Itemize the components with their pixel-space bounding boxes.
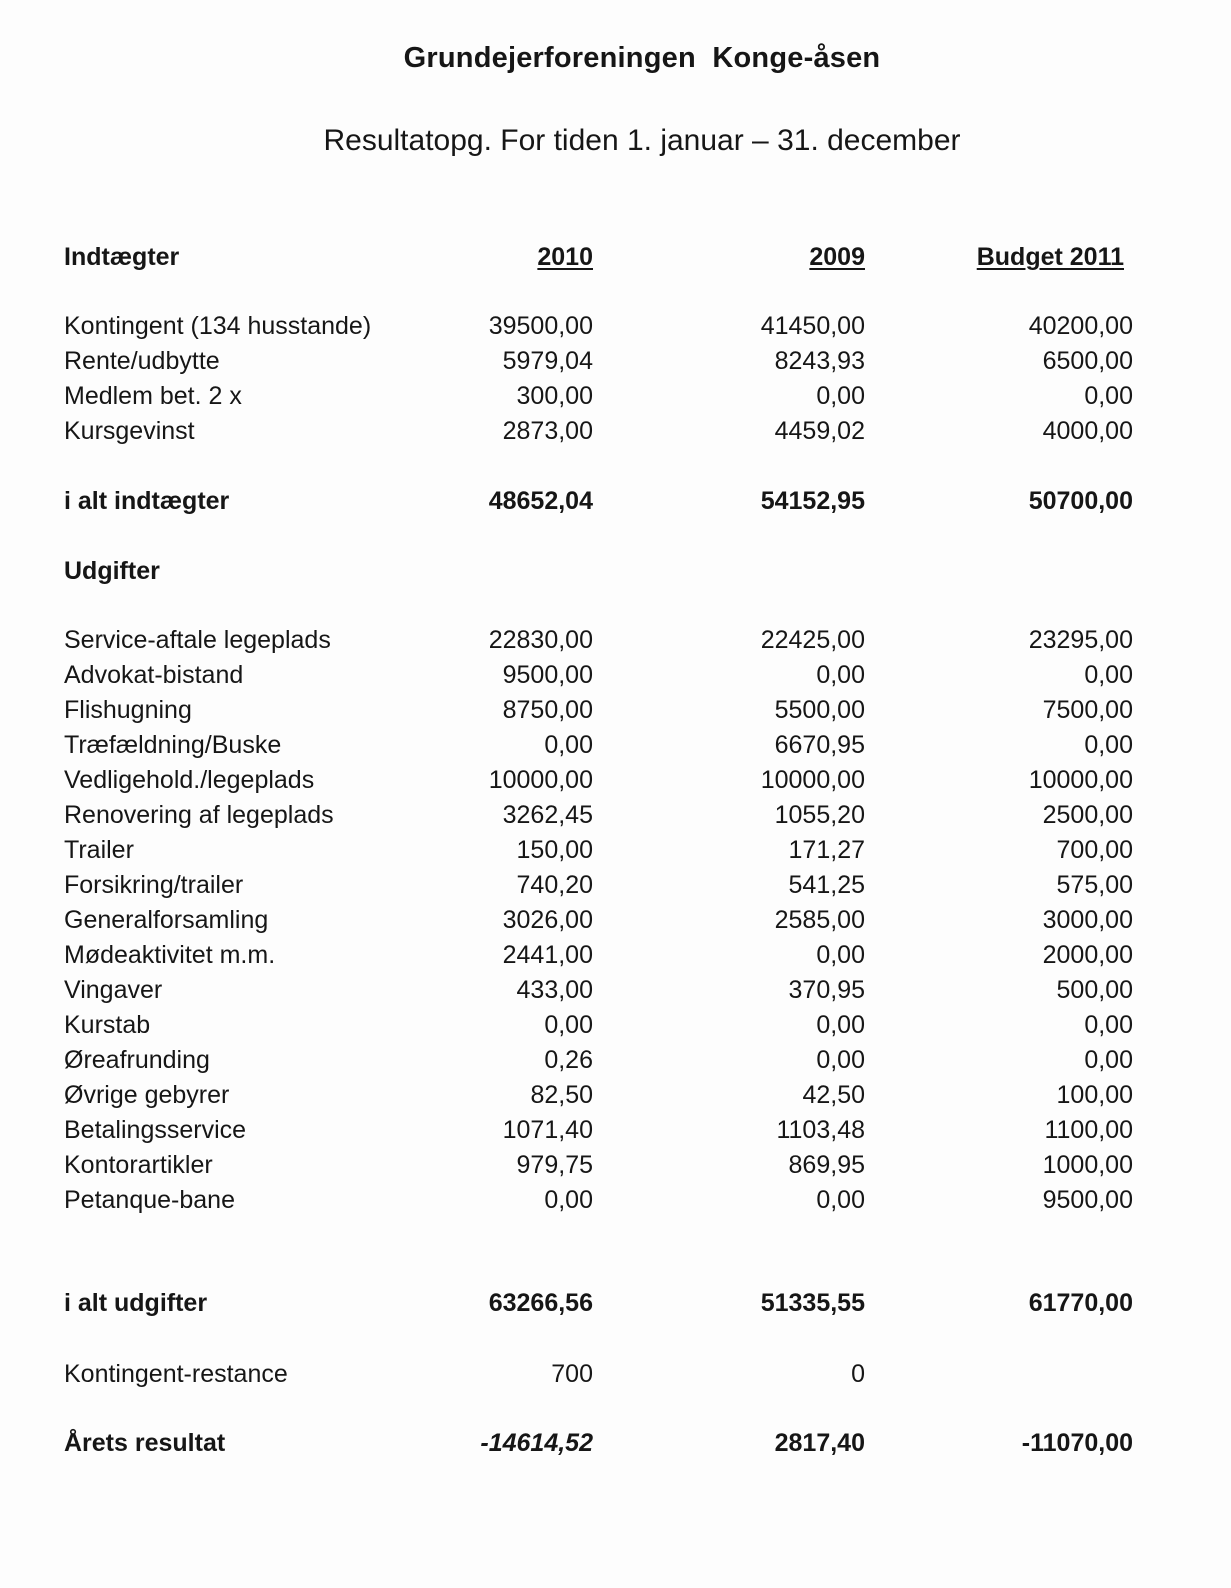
value-2009: 0 [851,1360,865,1388]
value-2010: 22830,00 [488,626,593,654]
table-row [0,766,1231,800]
value-budget: 4000,00 [1042,417,1133,445]
value-2010: 300,00 [516,382,593,410]
document-title: Grundejerforeningen Konge-åsen [403,42,881,74]
expenses-heading: Udgifter [64,557,160,585]
value-2010: 5979,04 [502,347,593,375]
value-budget: 0,00 [1084,382,1133,410]
row-label: Øreafrunding [64,1046,210,1074]
row-label: Flishugning [64,696,192,724]
value-2009: 22425,00 [760,626,865,654]
value-budget: 10000,00 [1028,766,1133,794]
value-2009: 0,00 [816,941,865,969]
value-2009: 42,50 [802,1081,865,1109]
table-row [0,382,1231,416]
row-label: Øvrige gebyrer [64,1081,230,1109]
value-2010: 3026,00 [502,906,593,934]
table-row [0,941,1231,975]
table-row [0,696,1231,730]
table-row [0,1186,1231,1220]
value-2010: 8750,00 [502,696,593,724]
value-2009: 51335,55 [760,1289,865,1317]
value-2009: 1103,48 [776,1116,865,1144]
value-budget: 40200,00 [1028,312,1133,340]
value-2010: 150,00 [516,836,593,864]
value-2009: 54152,95 [760,487,865,515]
table-row [0,731,1231,765]
row-label: Generalforsamling [64,906,269,934]
value-2010: 0,00 [544,1186,593,1214]
row-label: Advokat-bistand [64,661,244,689]
row-label: Kontingent-restance [64,1360,288,1388]
row-label: Kontingent (134 husstande) [64,312,372,340]
row-label: Træfældning/Buske [64,731,282,759]
row-label: Rente/udbytte [64,347,220,375]
row-label: Mødeaktivitet m.m. [64,941,276,969]
value-2010: 740,20 [516,871,593,899]
table-row [0,417,1231,451]
value-2010: 433,00 [516,976,593,1004]
value-budget: 23295,00 [1028,626,1133,654]
row-label: Kontorartikler [64,1151,213,1179]
value-budget: 700,00 [1056,836,1133,864]
row-label: Forsikring/trailer [64,871,244,899]
column-header-budget-2011: Budget 2011 [976,243,1124,271]
value-2009: 0,00 [816,1011,865,1039]
table-row [0,1081,1231,1115]
value-2010: 0,00 [544,1011,593,1039]
value-2010: 979,75 [516,1151,593,1179]
value-2009: 869,95 [788,1151,865,1179]
table-row [0,661,1231,695]
value-budget: 575,00 [1056,871,1133,899]
row-label: Service-aftale legeplads [64,626,331,654]
value-2009: 10000,00 [760,766,865,794]
value-budget: 1100,00 [1044,1116,1133,1144]
value-budget: 2500,00 [1042,801,1133,829]
row-label: Betalingsservice [64,1116,247,1144]
value-2010: 3262,45 [502,801,593,829]
row-label: Vedligehold./legeplads [64,766,315,794]
row-label: Petanque-bane [64,1186,235,1214]
value-budget: 0,00 [1084,661,1133,689]
value-2009: 2585,00 [774,906,865,934]
value-2009: 541,25 [788,871,865,899]
value-2009: 0,00 [816,382,865,410]
row-label: Medlem bet. 2 x [64,382,242,410]
income-heading: Indtægter [64,243,180,271]
value-budget: 7500,00 [1042,696,1133,724]
table-row [0,347,1231,381]
value-2009: 1055,20 [774,801,865,829]
table-row [0,626,1231,660]
value-2009: 0,00 [816,1046,865,1074]
value-2009: 370,95 [788,976,865,1004]
value-2009: 4459,02 [774,417,865,445]
arrears-row [0,1360,1231,1394]
value-2010: 48652,04 [488,487,593,515]
value-budget: 2000,00 [1042,941,1133,969]
value-budget: 0,00 [1084,1011,1133,1039]
document-subtitle: Resultatopg. For tiden 1. januar – 31. december [323,124,961,157]
value-2009: 5500,00 [774,696,865,724]
row-label: Kurstab [64,1011,151,1039]
value-2009: 2817,40 [774,1429,865,1457]
value-2009: 8243,93 [774,347,865,375]
value-2010: 700 [551,1360,593,1388]
value-budget: 0,00 [1084,1046,1133,1074]
expenses-total-row [0,1289,1231,1323]
table-row [0,1151,1231,1185]
value-budget: 61770,00 [1028,1289,1133,1317]
row-label: Årets resultat [64,1429,226,1457]
expenses-heading-row [0,557,1231,591]
table-row [0,1011,1231,1045]
value-2010: 0,26 [544,1046,593,1074]
value-2010: 63266,56 [488,1289,593,1317]
value-2009: 41450,00 [760,312,865,340]
table-row [0,1046,1231,1080]
value-budget: 500,00 [1056,976,1133,1004]
value-2009: 171,27 [788,836,865,864]
table-row [0,836,1231,870]
value-budget: 0,00 [1084,731,1133,759]
value-2010: 39500,00 [488,312,593,340]
row-label: Kursgevinst [64,417,195,445]
value-2010: 82,50 [530,1081,593,1109]
value-2010: 0,00 [544,731,593,759]
table-row [0,801,1231,835]
table-row [0,906,1231,940]
value-2010: 9500,00 [502,661,593,689]
value-2010: 1071,40 [502,1116,593,1144]
value-2010: 2873,00 [502,417,593,445]
value-2010: 10000,00 [488,766,593,794]
row-label: i alt indtægter [64,487,230,515]
value-2009: 0,00 [816,661,865,689]
row-label: Trailer [64,836,134,864]
value-budget: 3000,00 [1042,906,1133,934]
table-row [0,871,1231,905]
column-header-2009: 2009 [809,243,865,271]
value-budget: 50700,00 [1028,487,1133,515]
table-header [0,243,1231,277]
result-row [0,1429,1231,1463]
value-2009: 0,00 [816,1186,865,1214]
value-2010: -14614,52 [480,1429,593,1457]
column-header-2010: 2010 [537,243,593,271]
value-budget: 1000,00 [1042,1151,1133,1179]
value-2009: 6670,95 [774,731,865,759]
row-label: Vingaver [64,976,163,1004]
value-2010: 2441,00 [502,941,593,969]
row-label: Renovering af legeplads [64,801,334,829]
table-row [0,1116,1231,1150]
value-budget: -11070,00 [1021,1429,1133,1457]
value-budget: 6500,00 [1042,347,1133,375]
value-budget: 100,00 [1056,1081,1133,1109]
value-budget: 9500,00 [1042,1186,1133,1214]
income-total-row [0,487,1231,521]
table-row [0,976,1231,1010]
table-row [0,312,1231,346]
row-label: i alt udgifter [64,1289,208,1317]
